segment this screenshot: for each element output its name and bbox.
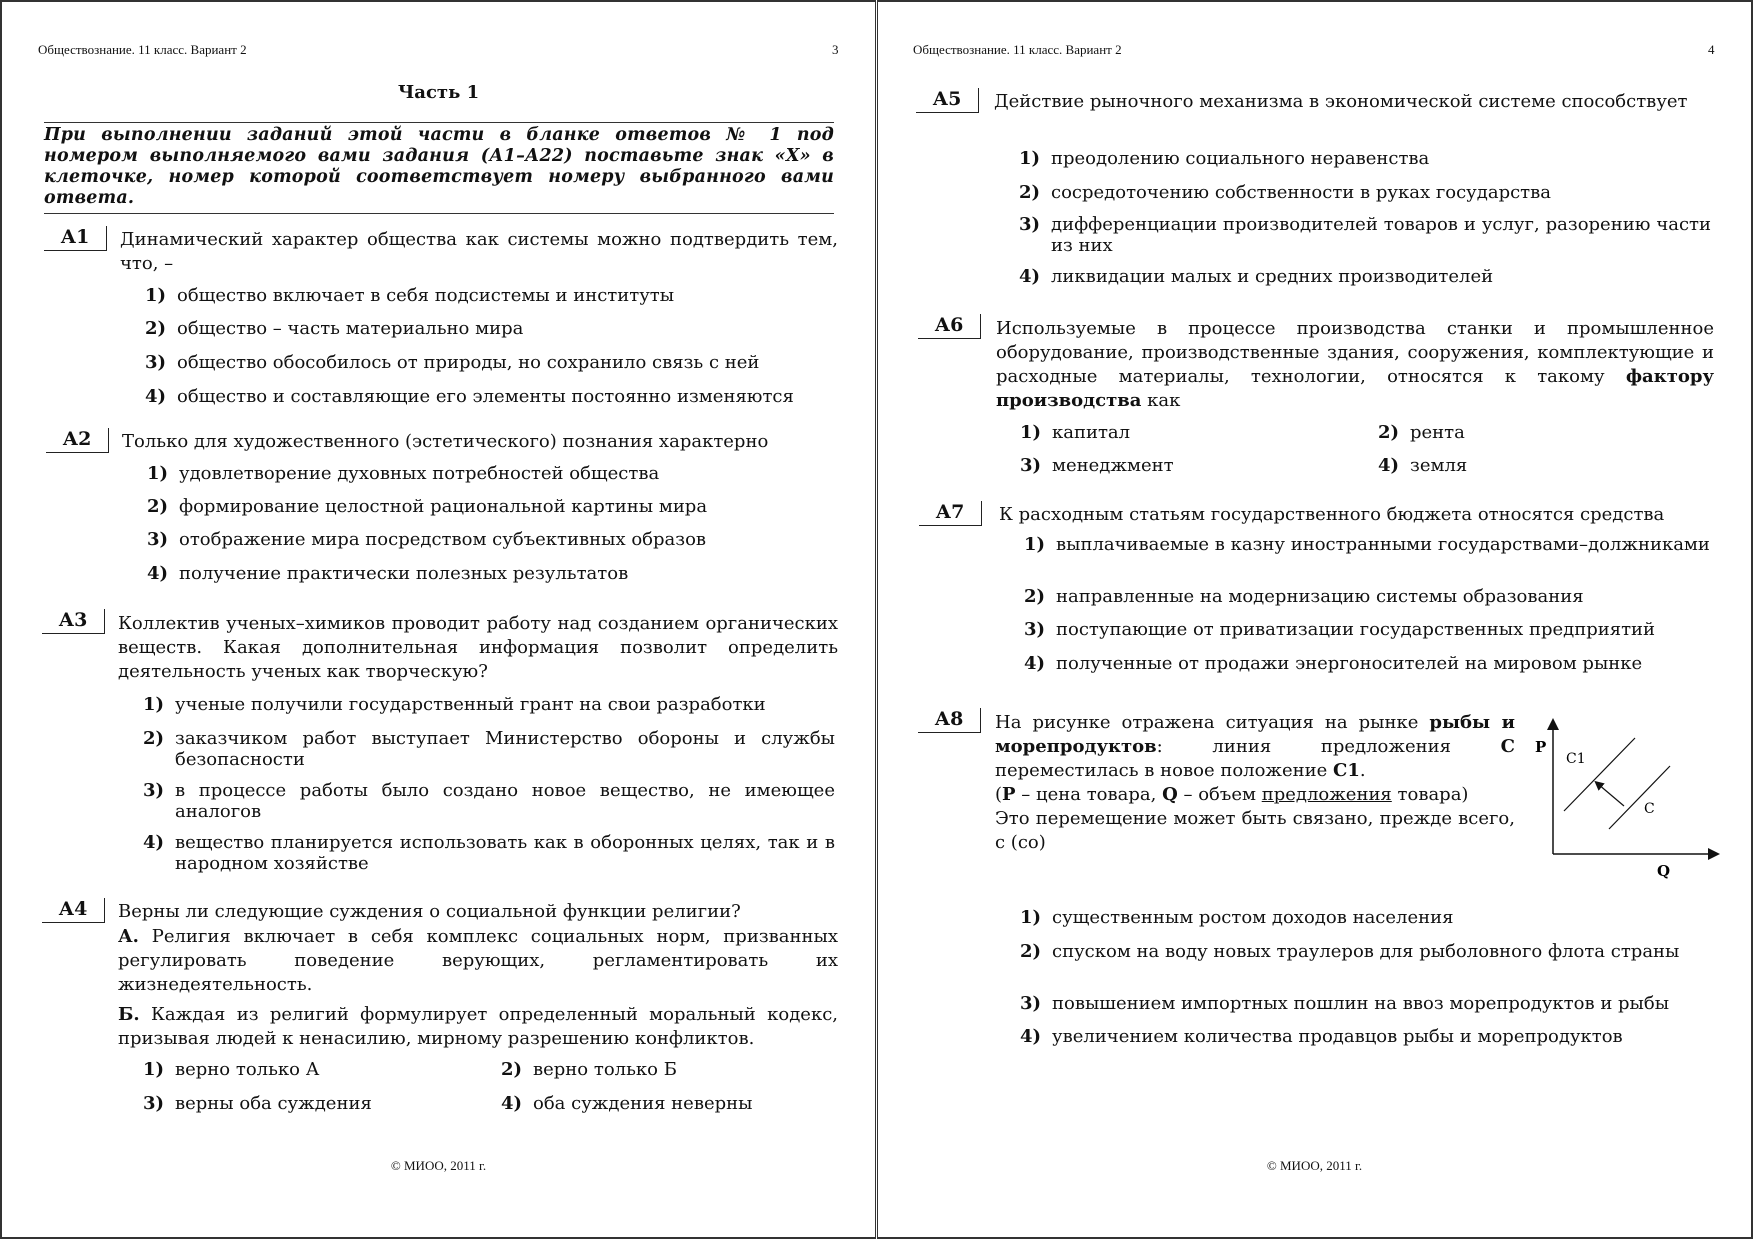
answer-option[interactable]: 3) менеджмент [1020, 455, 1174, 476]
part-title: Часть 1 [397, 82, 480, 103]
task-label: А1 [44, 226, 107, 251]
statement-b: Б. Каждая из религий формулирует определенный моральный кодекс, призывая людей к ненасилию, мирному разрешению конфликтов. [118, 1004, 838, 1049]
page-header: Обществознание. 11 класс. Вариант 2 [913, 42, 1122, 57]
answer-option[interactable]: 3) повышением импортных пошлин на ввоз морепродуктов и рыбы [1020, 993, 1670, 1014]
answer-option[interactable]: 1) капитал [1020, 422, 1131, 443]
answer-option[interactable]: 3) поступающие от приватизации государственных предприятий [1024, 619, 1656, 640]
task-label: А8 [918, 708, 981, 733]
answer-option[interactable]: 4) ликвидации малых и средних производителей [1019, 266, 1494, 287]
answer-option[interactable]: 1) общество включает в себя подсистемы и институты [145, 285, 675, 306]
answer-option[interactable]: 2) сосредоточению собственности в руках государства [1019, 182, 1552, 203]
answer-option[interactable]: 2) рента [1378, 422, 1465, 443]
answer-option[interactable]: 1) верно только А [143, 1059, 320, 1080]
instruction: При выполнении заданий этой части в бланке ответов № 1 под номером выполняемого вами задания (А1–А22) поставьте знак «Х» в клеточке, номер которой соответствует номеру выбранного вами ответа. [44, 122, 834, 214]
page-number: 4 [1708, 42, 1715, 57]
answer-option[interactable]: 3) отображение мира посредством субъективных образов [147, 529, 707, 550]
task-stem: Верны ли следующие суждения о социальной функции религии? [118, 901, 741, 922]
page-header: Обществознание. 11 класс. Вариант 2 [38, 42, 247, 57]
answer-option[interactable]: 2) спуском на воду новых траулеров для рыболовного флота страны [1020, 941, 1680, 962]
task-stem: Используемые в процессе производства станки и промышленное оборудование, производственные здания, сооружения, комплектующие и расходные материалы, технологии, относятся к такому фактору производства как [996, 318, 1714, 411]
answer-option[interactable]: 4) оба суждения неверны [501, 1093, 753, 1114]
task-stem: Коллектив ученых–химиков проводит работу над созданием органических веществ. Какая дополнительная информация позволит определить деятельность ученых как творческую? [118, 613, 838, 682]
task-stem: На рисунке отражена ситуация на рынке рыбы и морепродуктов: линия предложения С переместилась в новое положение С1. (Р – цена товара, Q – объем предложения товара) Это перемещение может быть связано, прежде всего, с (со) [995, 712, 1515, 853]
task-label: А7 [919, 501, 982, 526]
right-page [877, 0, 1753, 1239]
task-stem: Только для художественного (эстетического) познания характерно [122, 431, 769, 452]
answer-option[interactable]: 1) удовлетворение духовных потребностей общества [147, 463, 660, 484]
supply-shift-graph [1534, 718, 1734, 888]
page-footer: © МИОО, 2011 г. [390, 1158, 487, 1173]
page-number: 3 [832, 42, 839, 57]
answer-option[interactable]: 3) в процессе работы было создано новое вещество, не имеющее аналогов [143, 780, 835, 822]
task-stem: Динамический характер общества как системы можно подтвердить тем, что, – [120, 229, 838, 274]
answer-option[interactable]: 1) существенным ростом доходов населения [1020, 907, 1454, 928]
left-page [0, 0, 876, 1239]
answer-option[interactable]: 3) дифференциации производителей товаров и услуг, разорению части из них [1019, 214, 1711, 256]
answer-option[interactable]: 1) выплачиваемые в казну иностранными государствами–должниками [1024, 534, 1710, 555]
task-label: А4 [42, 898, 105, 923]
answer-option[interactable]: 4) общество и составляющие его элементы постоянно изменяются [145, 386, 794, 407]
statement-a: А. Религия включает в себя комплекс социальных норм, призванных регулировать поведение верующих, регламентировать их жизнедеятельность. [118, 926, 838, 995]
page-footer: © МИОО, 2011 г. [1266, 1158, 1363, 1173]
answer-option[interactable]: 2) формирование целостной рациональной картины мира [147, 496, 708, 517]
answer-option[interactable]: 2) заказчиком работ выступает Министерство обороны и службы безопасности [143, 728, 835, 770]
task-label: А6 [918, 314, 981, 339]
answer-option[interactable]: 3) верны оба суждения [143, 1093, 372, 1114]
answer-option[interactable]: 4) земля [1378, 455, 1468, 476]
c-label: C [1644, 801, 1655, 817]
answer-option[interactable]: 4) вещество планируется использовать как в оборонных целях, так и в народном хозяйстве [143, 832, 835, 874]
answer-option[interactable]: 4) увеличением количества продавцов рыбы и морепродуктов [1020, 1026, 1623, 1047]
task-stem: Действие рыночного механизма в экономической системе способствует [994, 91, 1688, 112]
answer-option[interactable]: 2) направленные на модернизацию системы образования [1024, 586, 1584, 607]
p-axis-label: P [1535, 738, 1547, 756]
task-label: А3 [42, 609, 105, 634]
answer-option[interactable]: 4) полученные от продажи энергоносителей на мировом рынке [1024, 653, 1643, 674]
task-label: А5 [916, 88, 979, 113]
answer-option[interactable]: 1) ученые получили государственный грант на свои разработки [143, 694, 766, 715]
supply-curve-c [1609, 766, 1670, 829]
answer-option[interactable]: 1) преодолению социального неравенства [1019, 148, 1430, 169]
q-axis-label: Q [1657, 862, 1671, 880]
supply-curve-c1 [1564, 738, 1635, 811]
c1-label: C1 [1566, 751, 1586, 767]
answer-option[interactable]: 2) общество – часть материально мира [145, 318, 524, 339]
answer-option[interactable]: 2) верно только Б [501, 1059, 677, 1080]
answer-option[interactable]: 3) общество обособилось от природы, но сохранило связь с ней [145, 352, 760, 373]
shift-arrow [1598, 784, 1624, 806]
task-label: А2 [46, 428, 109, 453]
task-stem: К расходным статьям государственного бюджета относятся средства [999, 504, 1665, 525]
answer-option[interactable]: 4) получение практически полезных результатов [147, 563, 629, 584]
